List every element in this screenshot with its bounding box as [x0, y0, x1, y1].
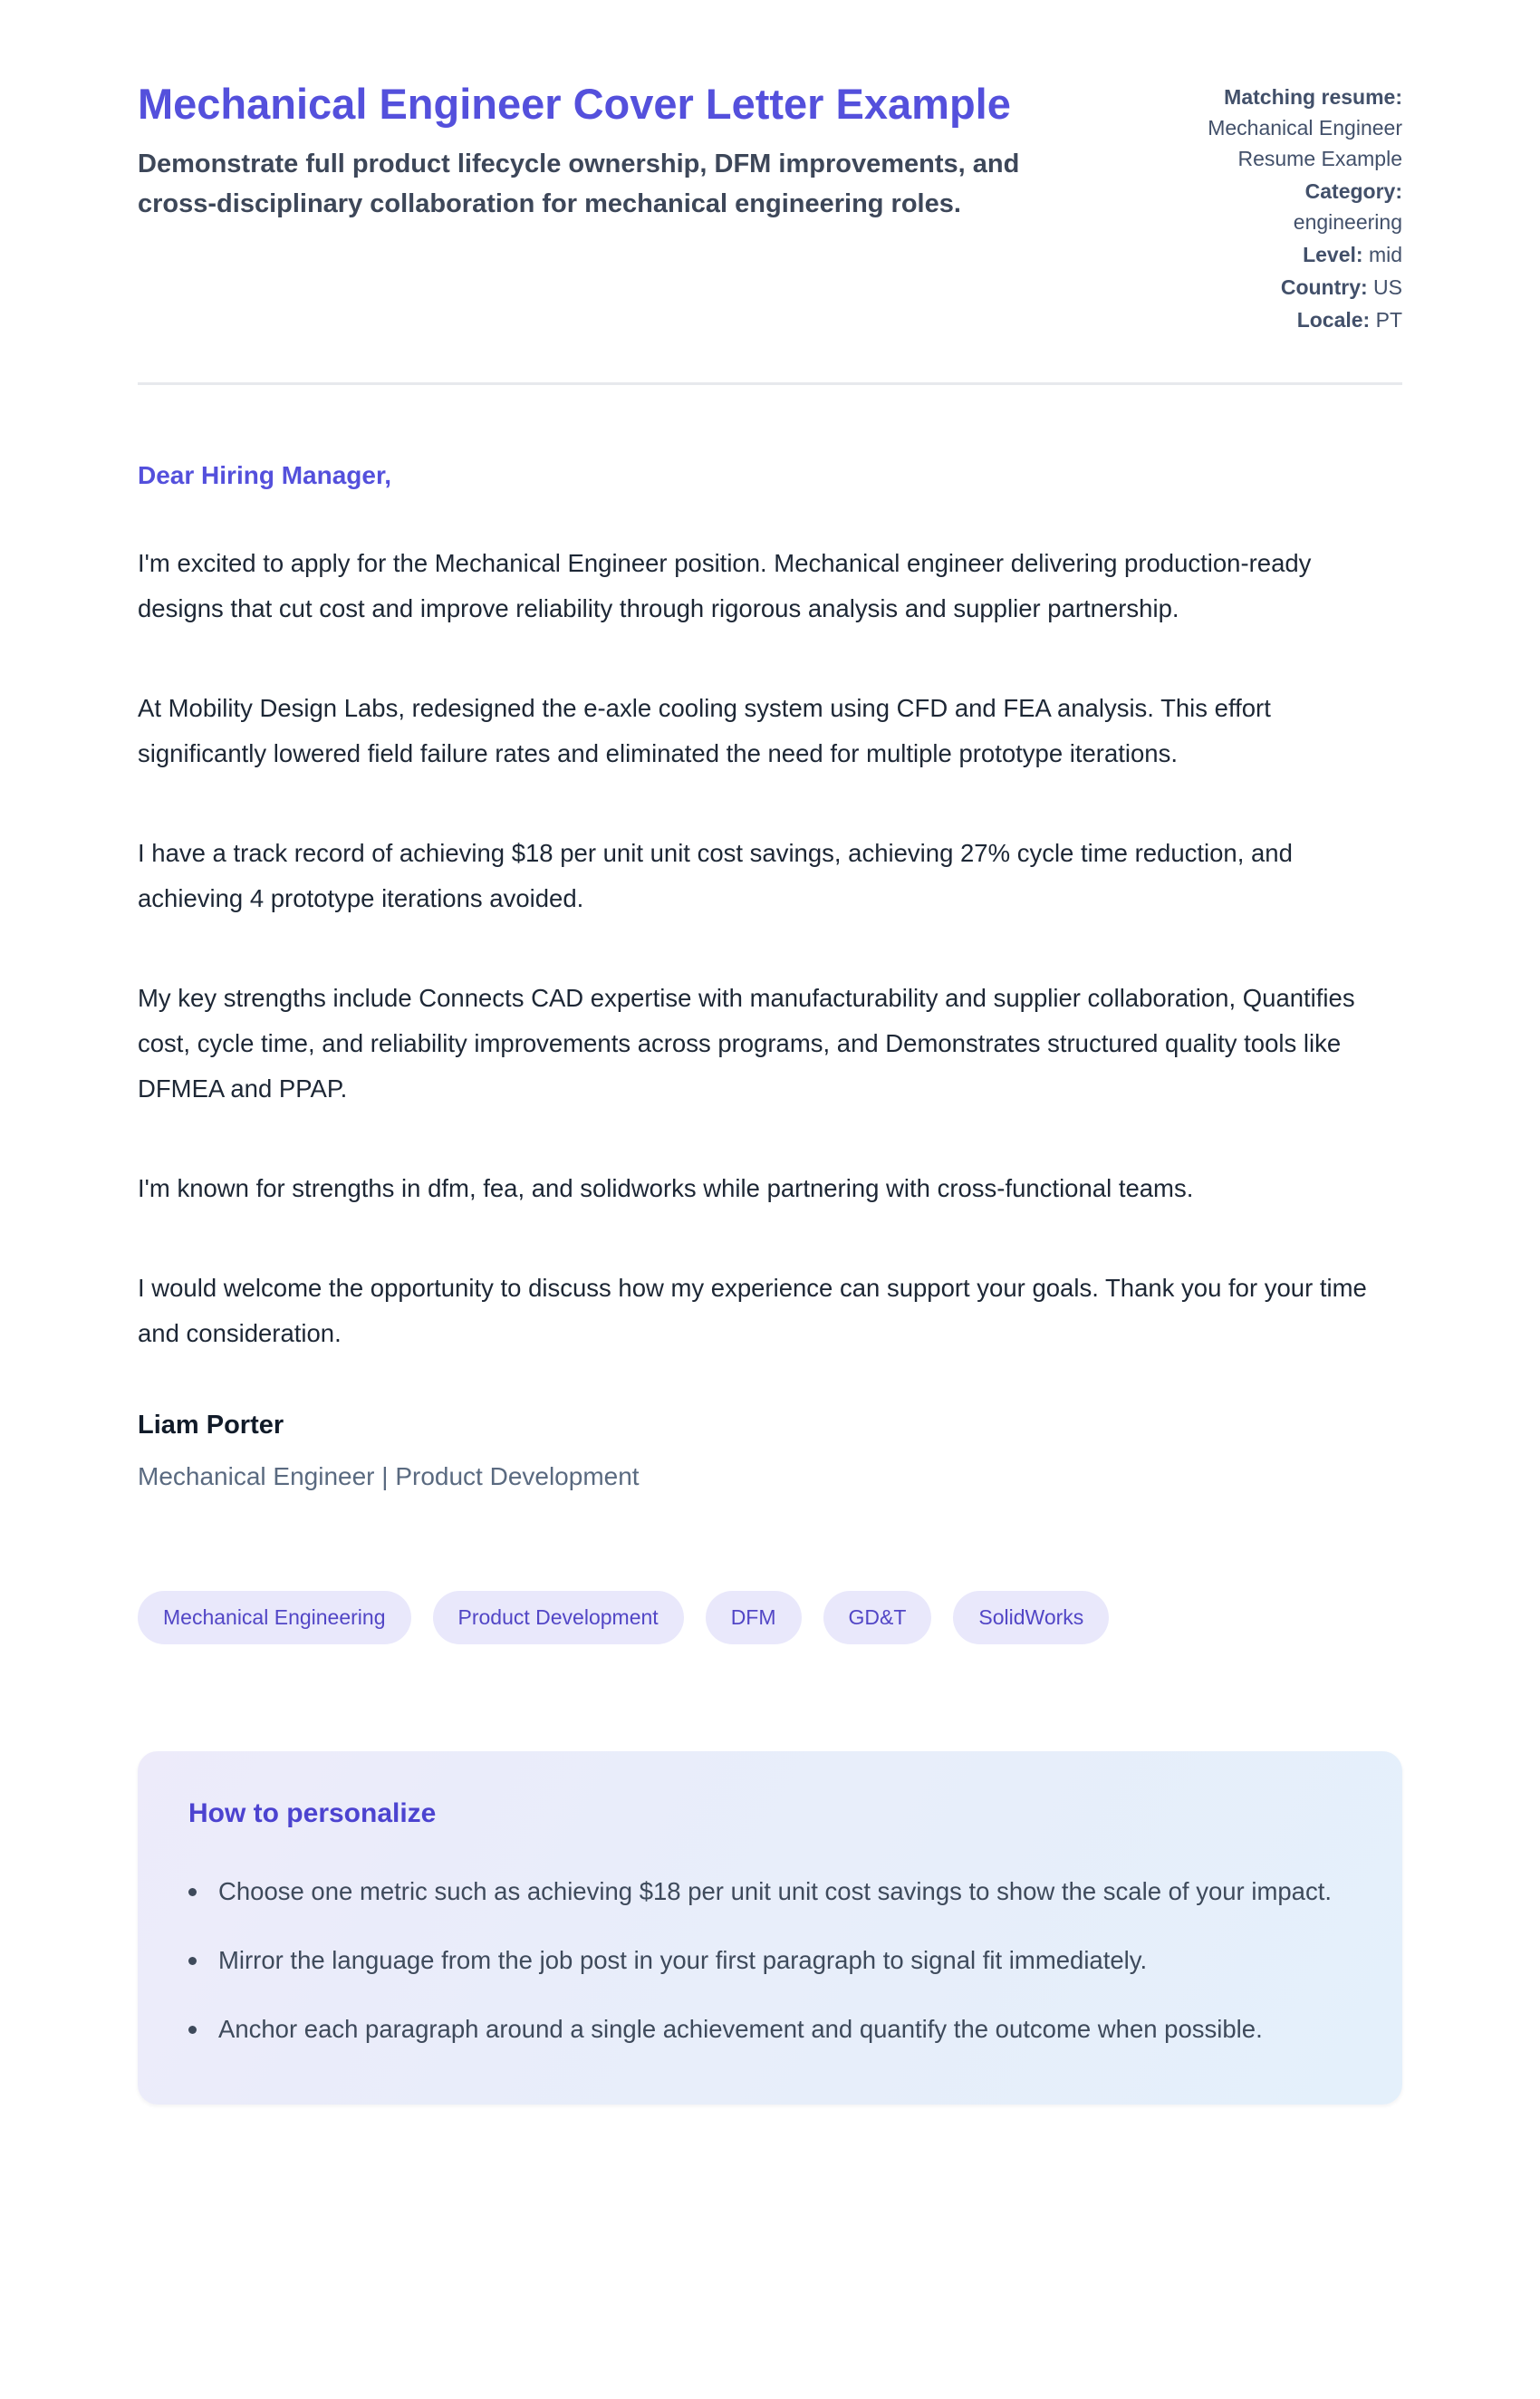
tips-bullet	[188, 1938, 1352, 1983]
tips-bullet	[188, 2007, 1352, 2052]
tag-list	[138, 1591, 1402, 1644]
tips-bullet-text: Choose one metric such as achieving $18 per unit unit cost savings to show the scale of your impact.	[218, 1877, 1332, 1905]
locale-value: PT	[1375, 308, 1402, 332]
header-title-block	[138, 78, 1071, 224]
letter-paragraph: I have a track record of achieving $18 per unit unit cost savings, achieving 27% cycle time reduction, and achieving 4 prototype iterations avoided.	[138, 839, 1293, 912]
country-value: US	[1373, 275, 1402, 299]
tag-pill[interactable]: Mechanical Engineering	[138, 1591, 411, 1644]
bullet-dot-icon	[188, 2026, 197, 2034]
matching-resume-label: Matching resume:	[1224, 85, 1402, 109]
matching-resume-link[interactable]: Mechanical Engineer Resume Example	[1208, 116, 1402, 170]
meta-panel	[1149, 78, 1402, 337]
letter-body	[138, 541, 1402, 1356]
country-label: Country:	[1280, 275, 1368, 299]
meta-matching-resume	[1149, 82, 1402, 174]
locale-label: Locale:	[1296, 308, 1371, 332]
level-label: Level:	[1303, 243, 1363, 266]
signature-name: Liam Porter	[138, 1411, 284, 1440]
tag-pill[interactable]: GD&T	[823, 1591, 932, 1644]
tag-pill[interactable]: SolidWorks	[953, 1591, 1109, 1644]
bullet-dot-icon	[188, 1957, 197, 1965]
signature-role: Mechanical Engineer | Product Development	[138, 1462, 640, 1490]
letter-paragraph: I'm excited to apply for the Mechanical Engineer position. Mechanical engineer delivering production-ready designs that cut cost and improve reliability through rigorous analysis and supplier partnership.	[138, 549, 1312, 622]
letter-paragraph: At Mobility Design Labs, redesigned the e-axle cooling system using CFD and FEA analysis. This effort significantly lowered field failure rates and eliminated the need for multiple prototype iterations.	[138, 694, 1271, 767]
bullet-dot-icon	[188, 1888, 197, 1896]
tips-bullet-text: Mirror the language from the job post in your first paragraph to signal fit immediately.	[218, 1946, 1148, 1974]
tag-pill[interactable]: DFM	[706, 1591, 802, 1644]
page-header	[138, 78, 1402, 337]
tips-bullet-list	[188, 1869, 1352, 2052]
category-label: Category:	[1304, 179, 1402, 203]
level-value: mid	[1368, 243, 1402, 266]
letter-paragraph: My key strengths include Connects CAD expertise with manufacturability and supplier collaboration, Quantifies cost, cycle time, and reliability improvements across programs, and Demonstrates structured quality tools like DFMEA and PPAP.	[138, 984, 1355, 1103]
meta-level	[1149, 239, 1402, 270]
page-title: Mechanical Engineer Cover Letter Example	[138, 80, 1011, 128]
tag-pill[interactable]: Product Development	[433, 1591, 684, 1644]
header-divider	[138, 382, 1402, 385]
letter-salutation: Dear Hiring Manager,	[138, 461, 392, 489]
category-value: engineering	[1293, 210, 1402, 234]
tips-card	[138, 1751, 1402, 2105]
meta-country	[1149, 272, 1402, 303]
letter-paragraph: I would welcome the opportunity to discuss how my experience can support your goals. Thank you for your time and consideration.	[138, 1274, 1367, 1347]
page-subtitle: Demonstrate full product lifecycle ownership, DFM improvements, and cross-disciplinary collaboration for mechanical engineering roles.	[138, 149, 1020, 218]
meta-locale	[1149, 304, 1402, 335]
tips-bullet	[188, 1869, 1352, 1914]
tips-bullet-text: Anchor each paragraph around a single achievement and quantify the outcome when possible.	[218, 2015, 1263, 2043]
meta-category	[1149, 176, 1402, 237]
letter-paragraph: I'm known for strengths in dfm, fea, and solidworks while partnering with cross-functional teams.	[138, 1174, 1194, 1202]
tips-card-title: How to personalize	[188, 1798, 437, 1828]
